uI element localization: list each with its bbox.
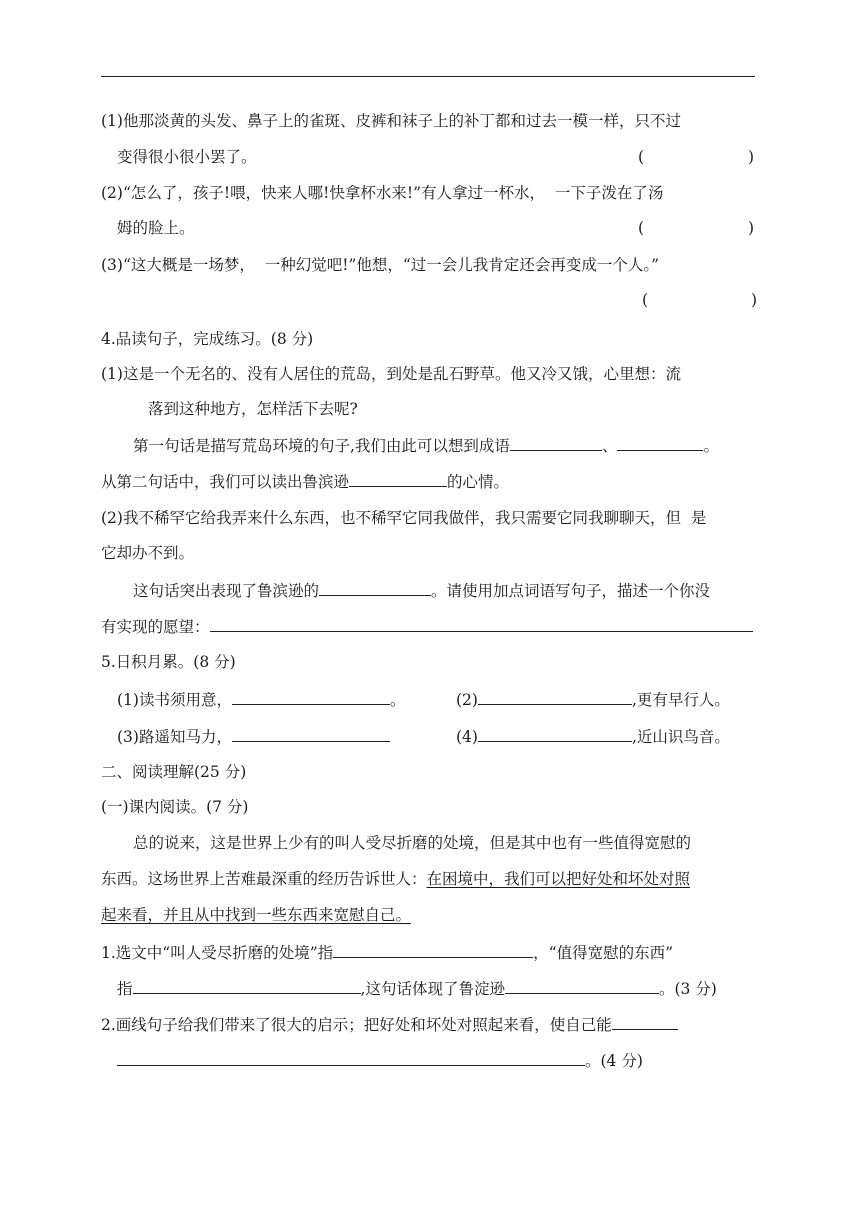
poem-blank-1[interactable] [232,688,390,705]
answer-paren-close-2: ) [748,219,755,237]
q4-p2-line2: 它却办不到。 [101,544,195,562]
q4-p2-question-text: 这句话突出表现了鲁滨逊的 [133,582,320,600]
q5-item-1-end: 。 [389,691,406,709]
reading-q2-line2 [117,1049,643,1072]
q5-item-4-end: ,近山识鸟音。 [631,728,730,746]
q5-item-2 [456,688,730,711]
q4-p1-question2-end: 的心情。 [447,473,510,491]
idiom-blank-1[interactable] [510,434,602,451]
poem-blank-4[interactable] [478,725,632,742]
q5-item-4-text: (4) [456,728,478,746]
insight-blank-1[interactable] [612,1013,678,1030]
q3-s3-line1: (3)“这大概是一场梦， 一种幻觉吧!”他想，“过一会儿我肯定还会再变成一个人。” [101,256,659,274]
poem-blank-3[interactable] [232,725,390,742]
q3-s1-line1: (1)他那淡黄的头发、鼻子上的雀斑、皮裤和袜子上的补丁都和过去一模一样，只不过 [101,112,681,130]
section2-sub1: (一)课内阅读。(7 分) [101,798,249,816]
q3-s2-line2: 姆的脸上。 [117,219,195,237]
reading-q1-line2 [117,977,717,1000]
q4-p1-question2-text: 从第二句话中，我们可以读出鲁滨逊 [101,473,350,491]
q5-title: 5.日积月累。(8 分) [101,653,236,671]
header-rule [101,76,755,77]
insight-blank-2[interactable] [117,1049,585,1066]
q4-p2-question-end: 。请使用加点词语写句子，描述一个你没 [431,582,711,600]
q5-item-1 [117,688,405,711]
q3-s2-line1: (2)“怎么了，孩子!喂，快来人哪!快拿杯水来!”有人拿过一杯水， 一下子泼在了汤 [101,184,664,202]
underlined-sentence-part1: 在困境中，我们可以把好处和坏处对照 [426,870,691,888]
q4-p2-question2 [101,615,753,638]
q4-p2-line1: (2)我不稀罕它给我弄来什么东西，也不稀罕它同我做伴，我只需要它同我聊聊天，但 是 [101,509,707,527]
underlined-sentence-part2: 起来看，并且从中找到一些东西来宽慰自己。 [101,906,412,924]
q5-item-2-text: (2) [456,691,478,709]
q5-item-2-end: ,更有早行人。 [631,691,730,709]
poem-blank-2[interactable] [478,688,632,705]
answer-paren-close-3: ) [751,291,758,309]
wish-sentence-blank[interactable] [210,615,753,632]
reading-q1-line1 [101,941,673,964]
reading-q1-text-c: 指 [117,980,133,998]
mood-blank[interactable] [349,470,447,487]
q4-p1-question2 [101,470,509,493]
answer-paren-open-1: ( [638,148,645,166]
q5-item-4 [456,725,730,748]
trait-blank[interactable] [505,977,659,994]
passage-line-3 [101,904,411,926]
idiom-blank-2[interactable] [617,434,703,451]
reading-q1-text-e: 。(3 分) [658,980,717,998]
q4-p2-question [133,579,710,602]
q5-item-3-text: (3)路遥知马力， [117,728,232,746]
q5-item-1-text: (1)读书须用意， [117,691,232,709]
character-blank[interactable] [319,579,431,596]
answer-paren-open-3: ( [642,291,649,309]
section2-title: 二、阅读理解(25 分) [101,763,247,781]
passage-line-2 [101,868,690,890]
q4-p2-question2-text: 有实现的愿望： [101,618,210,636]
reading-q1-text: 1.选文中“叫人受尽折磨的处境”指 [101,944,334,962]
situation-blank[interactable] [333,941,533,958]
q4-p1-line1: (1)这是一个无名的、没有人居住的荒岛，到处是乱石野草。他又冷又饿，心里想：流 [101,365,681,383]
passage-line-1: 总的说来，这是世界上少有的叫人受尽折磨的处境，但是其中也有一些值得宽慰的 [133,834,692,852]
q4-title: 4.品读句子，完成练习。(8 分) [101,330,314,348]
q4-p1-line2: 落到这种地方，怎样活下去呢? [148,400,358,418]
reading-q1-text-d: ,这句话体现了鲁淀逊 [360,980,505,998]
q4-p1-end: 。 [703,437,719,455]
q4-p1-question-text: 第一句话是描写荒岛环境的句子,我们由此可以想到成语 [133,437,510,455]
reading-q2-end: 。(4 分) [585,1052,643,1070]
reading-q2-text: 2.画线句子给我们带来了很大的启示；把好处和坏处对照起来看，使自己能 [101,1016,612,1034]
q4-p1-sep: 、 [601,437,618,455]
answer-paren-close-1: ) [748,148,755,166]
answer-paren-open-2: ( [638,219,645,237]
q5-item-3 [117,725,390,748]
q3-s1-line2: 变得很小很小罢了。 [117,148,257,166]
q4-p1-question [133,434,719,457]
reading-q1-text-b: ，“值得宽慰的东西” [533,944,673,962]
reading-q2-line1 [101,1013,678,1036]
passage-line-2a: 东西。这场世界上苦难最深重的经历告诉世人： [101,870,427,888]
comfort-blank[interactable] [133,977,361,994]
